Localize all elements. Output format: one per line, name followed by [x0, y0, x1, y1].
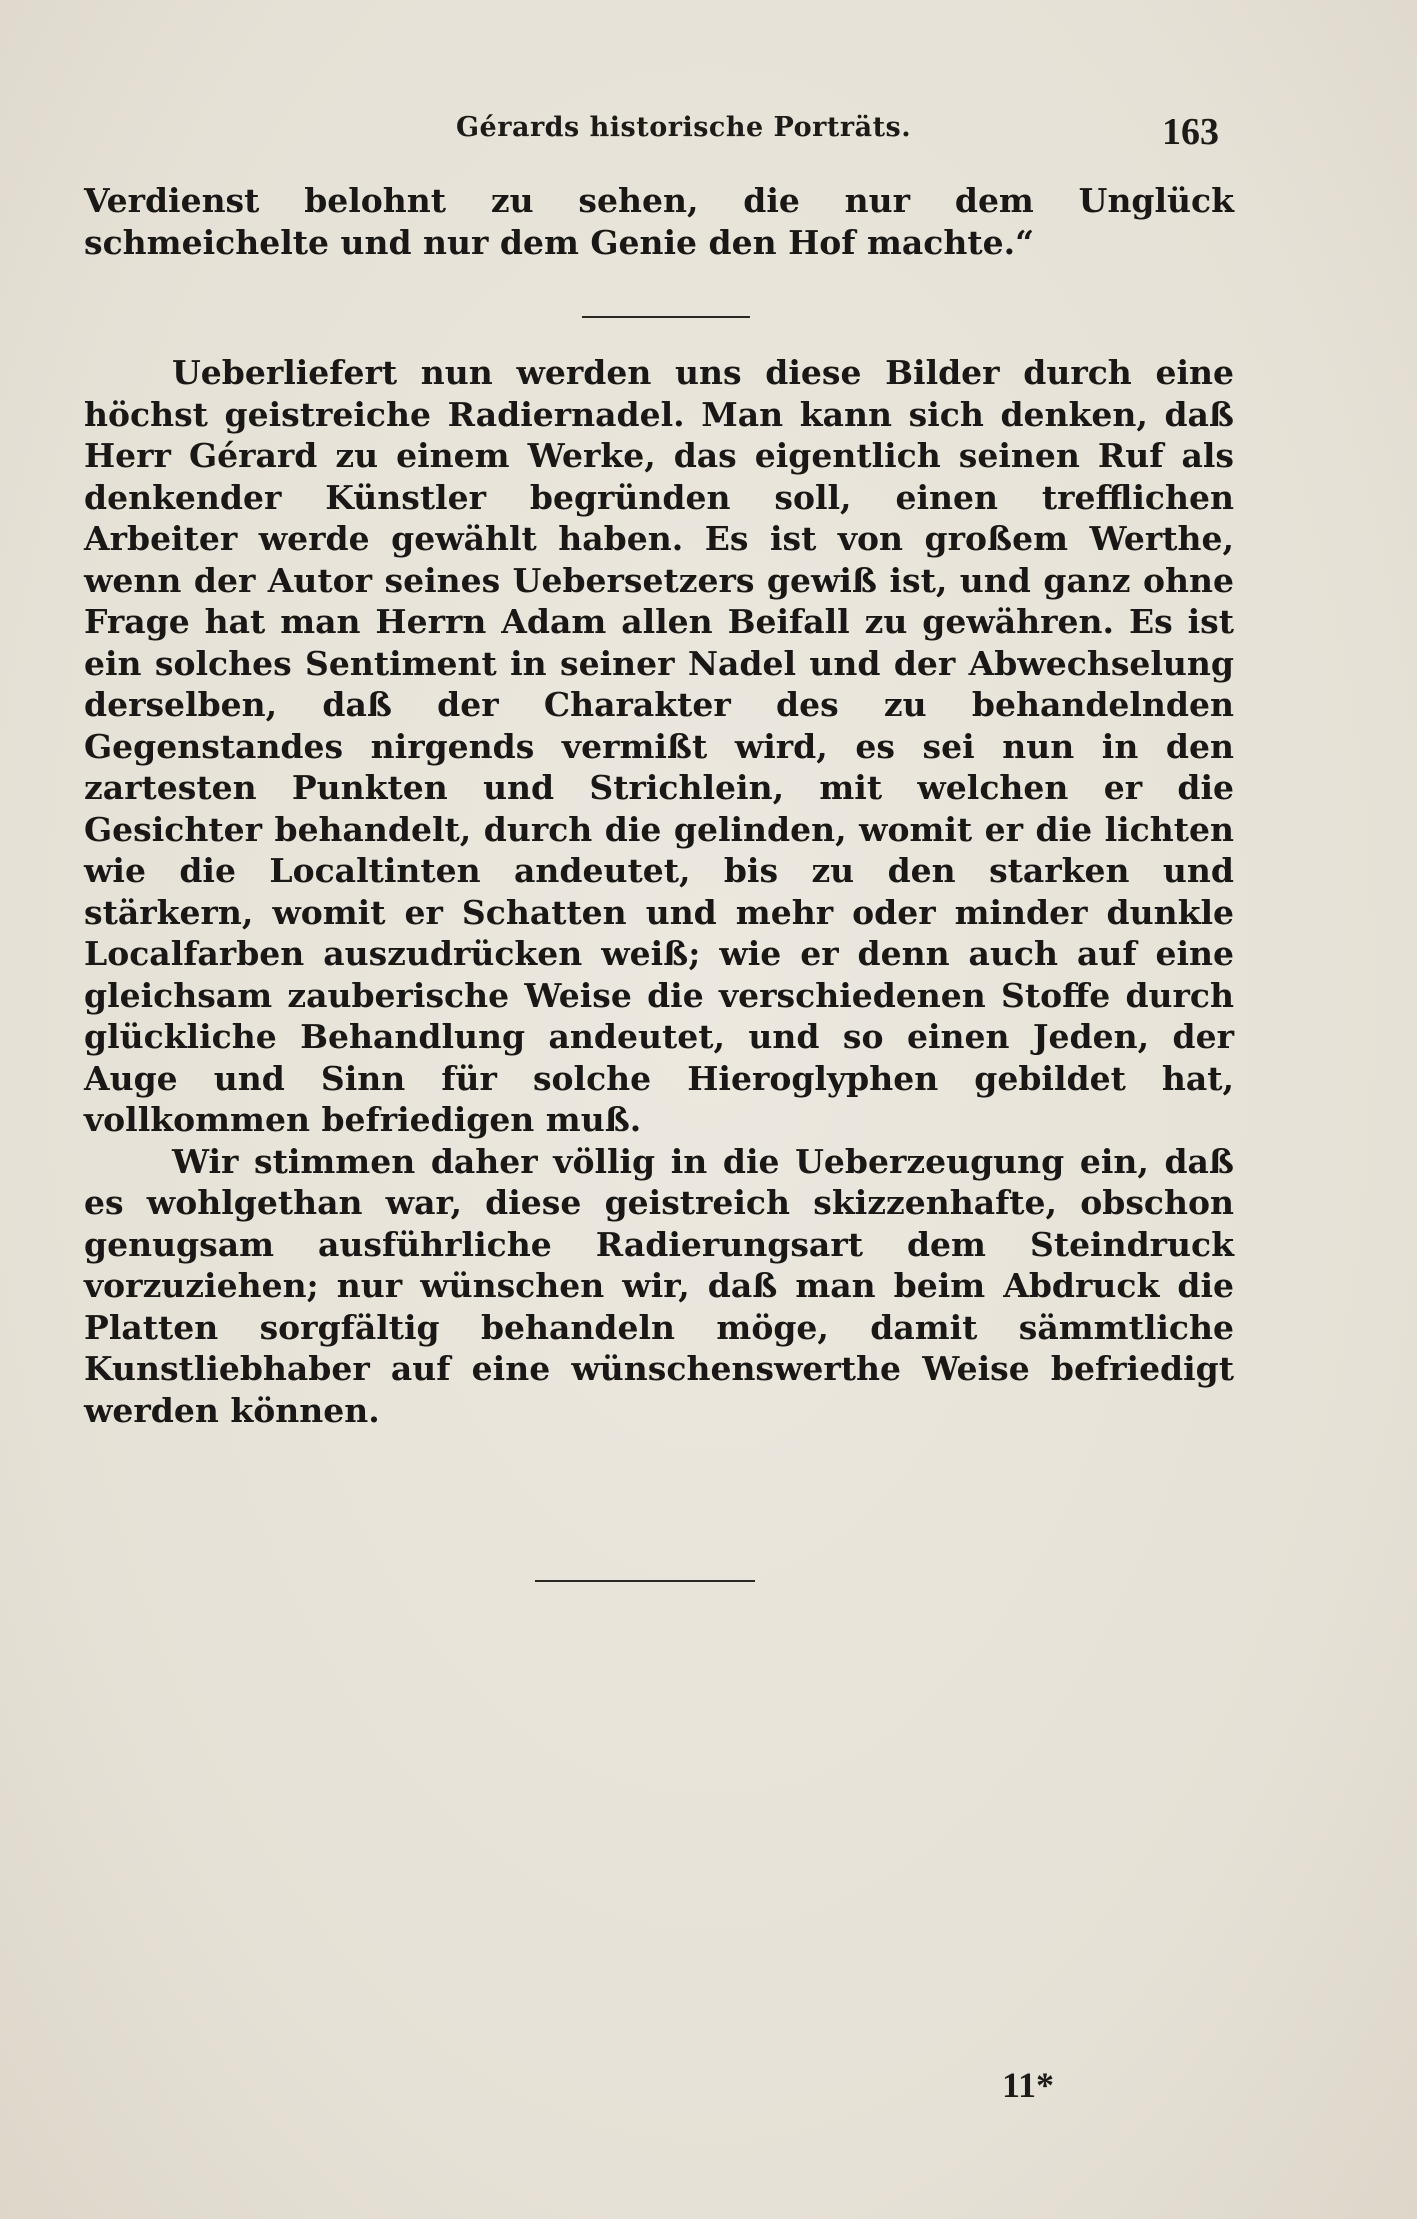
paragraph-ueberzeugung: Wir stimmen daher völlig in die Ueberzeugung ein, daß es wohlgethan war, diese geistreich skizzenhafte, obschon genugsam ausführliche Radierungsart dem Steindruck vorzuziehen; nur wünschen wir, daß man beim Abdruck die Platten sorgfältig behandeln möge, damit sämmtliche Kunstliebhaber auf eine wünschenswerthe Weise befriedigt werden können. — [84, 1141, 1234, 1430]
paragraph-radiernadel: Ueberliefert nun werden uns diese Bilder durch eine höchst geistreiche Radiernadel. Man kann sich denken, daß Herr Gérard zu einem Werke, das eigentlich seinen Ruf als denkender Künstler begründen soll, einen trefflichen Arbeiter werde gewählt haben. Es ist von großem Werthe, wenn der Autor seines Uebersetzers gewiß ist, und ganz ohne Frage hat man Herrn Adam allen Beifall zu gewähren. Es ist ein solches Sentiment in seiner Nadel und der Abwechselung derselben, daß der Charakter des zu behandelnden Gegenstandes nirgends vermißt wird, es sei nun in den zartesten Punkten und Strichlein, mit welchen er die Gesichter behandelt, durch die gelinden, womit er die lichten wie die Localtinten andeutet, bis zu den starken und stärkern, womit er Schatten und mehr oder minder dunkle Localfarben auszudrücken weiß; wie er denn auch auf eine gleichsam zauberische Weise die verschiedenen Stoffe durch glückliche Behandlung andeutet, und so einen Jeden, der Auge und Sinn für solche Hieroglyphen gebildet hat, vollkommen befriedigen muß. — [84, 353, 1234, 1139]
main-text-block — [84, 352, 1234, 1431]
paragraph-continued: Verdienst belohnt zu sehen, die nur dem Unglück schmeichelte und nur dem Genie den Hof machte.“ — [84, 181, 1234, 262]
section-divider — [582, 316, 750, 318]
signature-mark: 11* — [1002, 2065, 1055, 2105]
end-divider — [535, 1580, 755, 1582]
running-title: Gérards historische Porträts. — [456, 112, 912, 143]
page-number: 163 — [1162, 111, 1219, 153]
continued-paragraph-block — [84, 180, 1234, 263]
